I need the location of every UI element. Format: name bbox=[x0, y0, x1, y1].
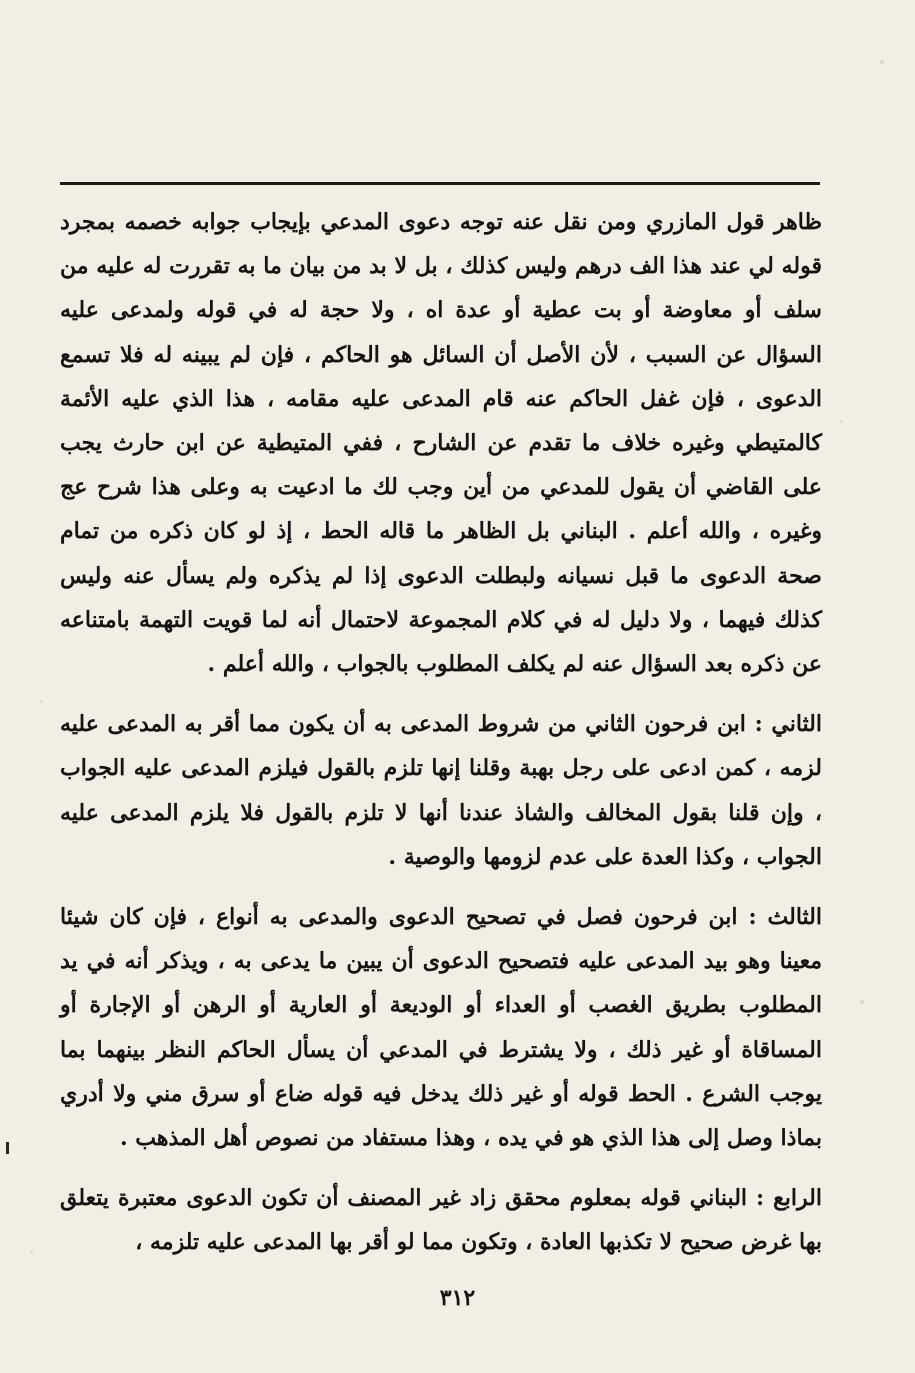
body-text bbox=[60, 200, 822, 1265]
margin-mark bbox=[6, 1142, 9, 1154]
paper-speck bbox=[30, 1250, 33, 1253]
text-line: يتعلق بها غرض صحيح لا تكذبها العادة ، وتكون مما لو أقر بها المدعى عليه تلزمه ، bbox=[60, 1185, 822, 1256]
text-line: المطلوب بطريق الغصب أو العداء أو الوديعة أو العارية أو الرهن أو الإجارة أو المساقاة bbox=[60, 992, 822, 1063]
text-line: لي عند هذا الف درهم وليس كذلك ، بل لا بد من بيان ما به تقررت له عليه من سلف bbox=[60, 253, 822, 324]
text-line: قلنا بقول المخالف والشاذ عندنا أنها لا تلزم بالقول فلا يلزم المدعى عليه الجواب ، وكذا bbox=[60, 799, 822, 870]
paper-speck bbox=[40, 700, 43, 703]
text-line: قاله الحط ، إذ لو كان ذكره من تمام صحة الدعوى ما قبل نسيانه ولبطلت الدعوى إذا bbox=[60, 518, 822, 589]
text-line: السبب ، لأن الأصل أن السائل هو الحاكم ، فإن لم يبينه له فلا تسمع الدعوى ، فإن غفل bbox=[60, 341, 823, 412]
paragraph-p2 bbox=[60, 702, 822, 879]
text-line: الثالث : ابن فرحون فصل في تصحيح الدعوى والمدعى به أنواع ، فإن كان شيئا bbox=[60, 904, 822, 931]
text-line: عن الشارح ، ففي المتيطية عن ابن حارث يجب على القاضي أن يقول للمدعي من أين bbox=[60, 430, 822, 501]
text-line: الحاكم عنه قام المدعى عليه مقامه ، هذا الذي عليه الأئمة كالمتيطي وغيره خلاف ما تقدم bbox=[60, 385, 822, 457]
page-number: ٣١٢ bbox=[439, 1285, 476, 1311]
text-line: الحط قوله أو غير ذلك يدخل فيه قوله ضاع أو سرق مني ولا أدري بماذا وصل إلى هذا bbox=[60, 1080, 822, 1152]
paper-speck bbox=[840, 420, 843, 423]
text-line: أو غير ذلك ، ولا يشترط في المدعي أن يسأل الحاكم النظر بينهما بما يوجب الشرع . bbox=[60, 1036, 822, 1107]
text-line: العدة على عدم لزومها والوصية . bbox=[388, 843, 688, 870]
text-line: الرابع : البناني قوله بمعلوم محقق زاد غير المصنف أن تكون الدعوى معتبرة bbox=[118, 1185, 822, 1212]
paper-speck bbox=[860, 1000, 864, 1004]
text-line: أو معاوضة أو بت عطية أو عدة اه ، ولا حجة له في قوله ولمدعى عليه السؤال عن bbox=[60, 297, 822, 368]
text-line: لم يذكره ولم يسأل عنه وليس كذلك فيهما ، ولا دليل له في كلام المجموعة لاحتمال أنه لما bbox=[60, 562, 822, 633]
paper-speck bbox=[880, 60, 884, 64]
text-line: وجب لك ما ادعيت به وعلى هذا شرح عج وغيره ، والله أعلم . البناني بل الظاهر ما bbox=[60, 474, 822, 545]
paragraph-p3 bbox=[60, 895, 822, 1160]
text-line: الذي هو في يده ، وهذا مستفاد من نصوص أهل المذهب . bbox=[119, 1125, 644, 1152]
text-line: الثاني : ابن فرحون الثاني من شروط المدعى به أن يكون مما أقر به المدعى عليه bbox=[60, 711, 822, 738]
text-line: لزمه ، كمن ادعى على رجل بهبة وقلنا إنها تلزم بالقول فيلزم المدعى عليه الجواب ، وإن bbox=[60, 755, 822, 826]
text-line: ظاهر قول المازري ومن نقل عنه توجه دعوى المدعي بإيجاب جوابه خصمه بمجرد قوله bbox=[60, 209, 822, 280]
text-line: قويت التهمة بامتناعه عن ذكره بعد السؤال عنه لم يكلف المطلوب بالجواب ، والله أعلم . bbox=[60, 606, 822, 678]
paragraph-p1 bbox=[60, 200, 822, 686]
header-rule bbox=[60, 182, 820, 185]
text-line: معينا وهو بيد المدعى عليه فتصحيح الدعوى أن يبين ما يدعى به ، ويذكر أنه في يد bbox=[60, 948, 822, 975]
paragraph-p4 bbox=[60, 1176, 822, 1264]
